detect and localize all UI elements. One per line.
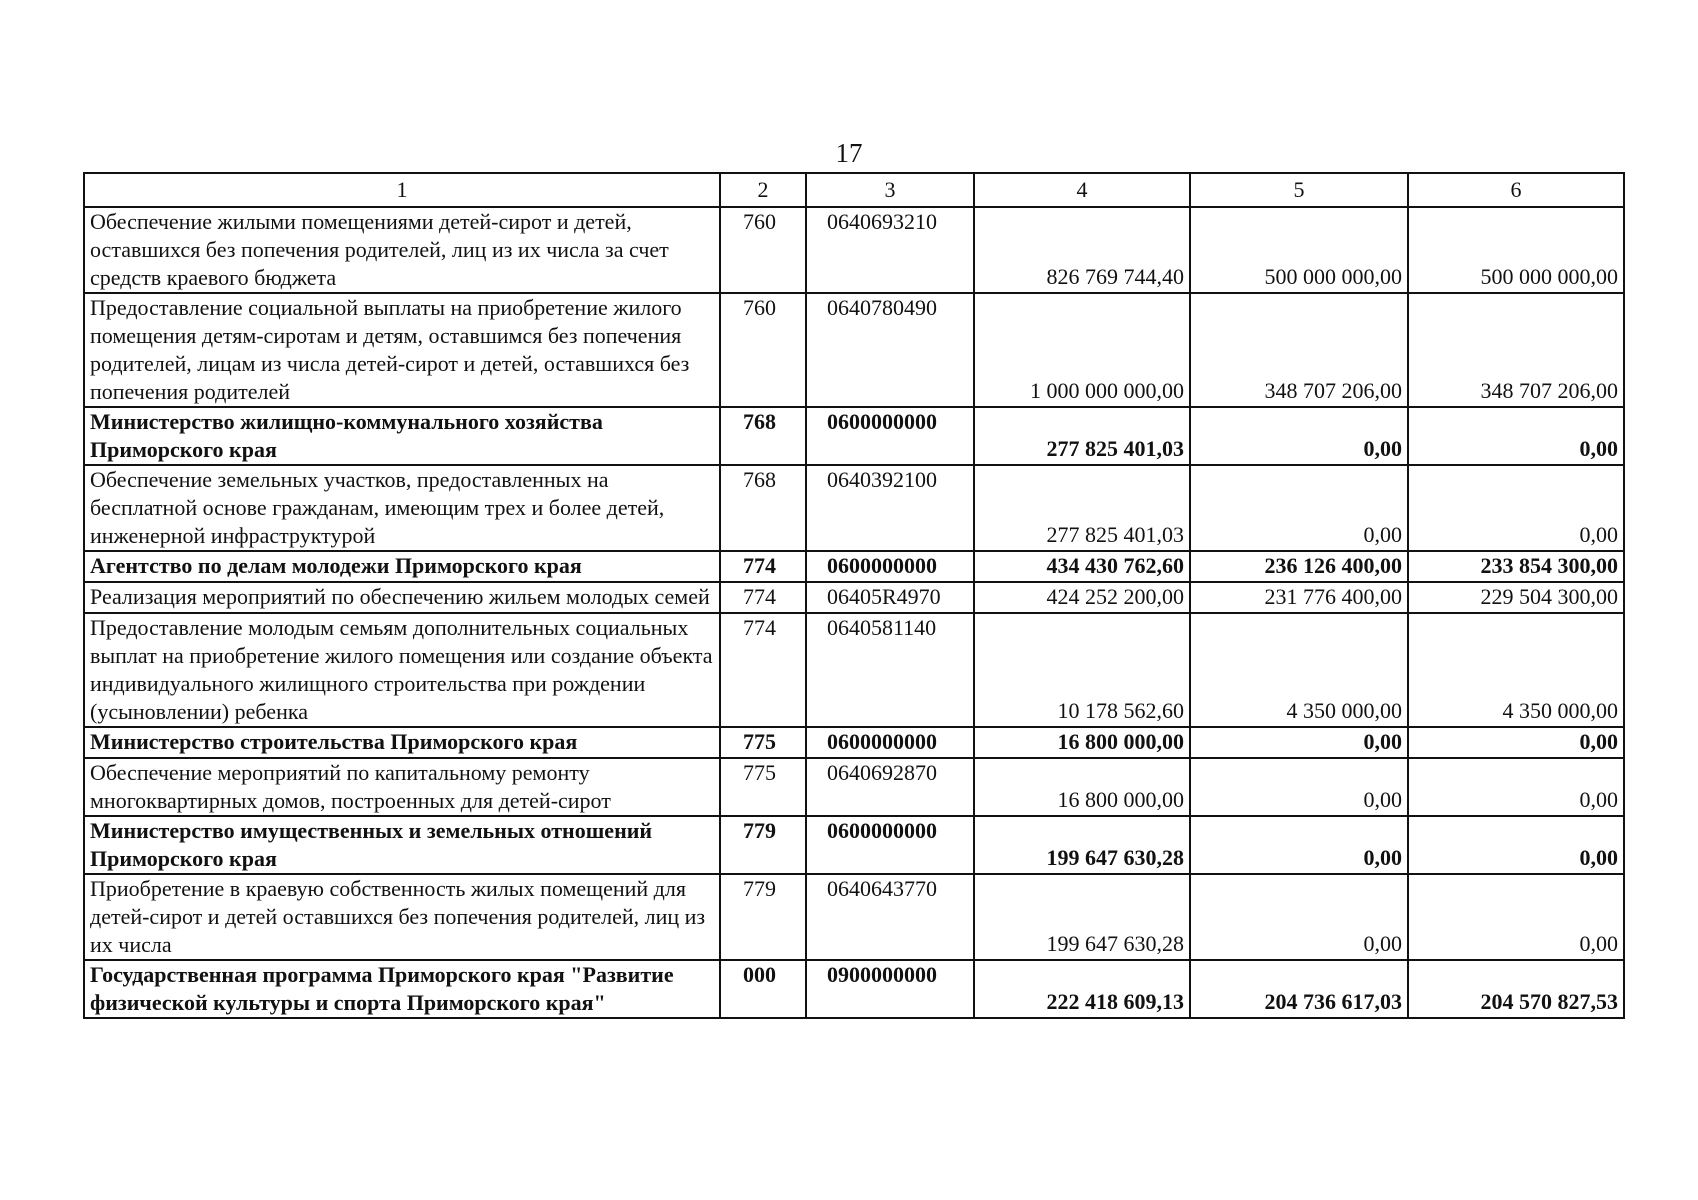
row-amount-col5-cell: 0,00 xyxy=(1190,816,1408,874)
row-amount-col5-cell: 0,00 xyxy=(1190,407,1408,465)
row-amount-col5-cell: 236 126 400,00 xyxy=(1190,551,1408,582)
table-row xyxy=(84,293,1624,407)
row-admin-code-cell: 768 xyxy=(720,407,806,465)
table-row xyxy=(84,613,1624,727)
row-amount-col6-cell: 0,00 xyxy=(1408,816,1624,874)
row-name-cell: Предоставление молодым семьям дополнительных социальных выплат на приобретение жилого помещения или создание объекта индивидуального жилищного строительства при рождении (усыновлении) ребенка xyxy=(84,613,720,727)
row-admin-code-cell: 775 xyxy=(720,727,806,758)
row-name-cell: Обеспечение мероприятий по капитальному ремонту многоквартирных домов, построенных для детей-сирот xyxy=(84,758,720,816)
row-target-article-cell: 0640693210 xyxy=(806,207,974,293)
column-header-4: 4 xyxy=(974,173,1190,207)
column-header-6: 6 xyxy=(1408,173,1624,207)
row-amount-col6-cell: 500 000 000,00 xyxy=(1408,207,1624,293)
row-admin-code-cell: 775 xyxy=(720,758,806,816)
table-row xyxy=(84,551,1624,582)
row-amount-col4-cell: 434 430 762,60 xyxy=(974,551,1190,582)
row-amount-col6-cell: 233 854 300,00 xyxy=(1408,551,1624,582)
row-amount-col6-cell: 0,00 xyxy=(1408,874,1624,960)
row-amount-col4-cell: 16 800 000,00 xyxy=(974,727,1190,758)
row-amount-col4-cell: 16 800 000,00 xyxy=(974,758,1190,816)
row-amount-col6-cell: 4 350 000,00 xyxy=(1408,613,1624,727)
row-admin-code-cell: 768 xyxy=(720,465,806,551)
row-amount-col6-cell: 229 504 300,00 xyxy=(1408,582,1624,613)
row-target-article-cell: 0640581140 xyxy=(806,613,974,727)
row-amount-col4-cell: 222 418 609,13 xyxy=(974,960,1190,1018)
table-row xyxy=(84,874,1624,960)
row-admin-code-cell: 760 xyxy=(720,207,806,293)
row-amount-col4-cell: 10 178 562,60 xyxy=(974,613,1190,727)
row-target-article-cell: 0900000000 xyxy=(806,960,974,1018)
page-number: 17 xyxy=(835,138,863,168)
row-name-cell: Обеспечение жилыми помещениями детей-сирот и детей, оставшихся без попечения родителей, лиц из их числа за счет средств краевого бюджета xyxy=(84,207,720,293)
column-number-header-row xyxy=(84,173,1624,207)
row-target-article-cell: 0600000000 xyxy=(806,816,974,874)
row-target-article-cell: 0600000000 xyxy=(806,407,974,465)
row-amount-col5-cell: 0,00 xyxy=(1190,874,1408,960)
row-amount-col4-cell: 199 647 630,28 xyxy=(974,874,1190,960)
row-name-cell: Предоставление социальной выплаты на приобретение жилого помещения детям-сиротам и детям, оставшимся без попечения родителей, лицам из числа детей-сирот и детей, оставшихся без попечения родителей xyxy=(84,293,720,407)
row-name-cell: Приобретение в краевую собственность жилых помещений для детей-сирот и детей оставшихся без попечения родителей, лиц из их числа xyxy=(84,874,720,960)
row-name-cell: Агентство по делам молодежи Приморского края xyxy=(84,551,720,582)
row-target-article-cell: 0640780490 xyxy=(806,293,974,407)
row-admin-code-cell: 779 xyxy=(720,816,806,874)
row-amount-col4-cell: 199 647 630,28 xyxy=(974,816,1190,874)
row-amount-col6-cell: 0,00 xyxy=(1408,465,1624,551)
row-admin-code-cell: 000 xyxy=(720,960,806,1018)
row-target-article-cell: 0640643770 xyxy=(806,874,974,960)
row-amount-col5-cell: 500 000 000,00 xyxy=(1190,207,1408,293)
row-target-article-cell: 0600000000 xyxy=(806,551,974,582)
row-amount-col5-cell: 4 350 000,00 xyxy=(1190,613,1408,727)
row-amount-col5-cell: 0,00 xyxy=(1190,758,1408,816)
row-amount-col4-cell: 1 000 000 000,00 xyxy=(974,293,1190,407)
row-amount-col4-cell: 277 825 401,03 xyxy=(974,465,1190,551)
table-row xyxy=(84,816,1624,874)
row-admin-code-cell: 774 xyxy=(720,582,806,613)
row-amount-col4-cell: 424 252 200,00 xyxy=(974,582,1190,613)
row-target-article-cell: 0640692870 xyxy=(806,758,974,816)
table-row xyxy=(84,207,1624,293)
row-target-article-cell: 0600000000 xyxy=(806,727,974,758)
table-row xyxy=(84,960,1624,1018)
row-name-cell: Министерство строительства Приморского края xyxy=(84,727,720,758)
row-admin-code-cell: 774 xyxy=(720,551,806,582)
column-header-5: 5 xyxy=(1190,173,1408,207)
row-amount-col4-cell: 826 769 744,40 xyxy=(974,207,1190,293)
table-row xyxy=(84,582,1624,613)
row-amount-col6-cell: 0,00 xyxy=(1408,758,1624,816)
table-row xyxy=(84,727,1624,758)
row-amount-col6-cell: 204 570 827,53 xyxy=(1408,960,1624,1018)
table-row xyxy=(84,407,1624,465)
row-name-cell: Обеспечение земельных участков, предоставленных на бесплатной основе гражданам, имеющим трех и более детей, инженерной инфраструктурой xyxy=(84,465,720,551)
row-amount-col5-cell: 0,00 xyxy=(1190,727,1408,758)
row-admin-code-cell: 779 xyxy=(720,874,806,960)
row-admin-code-cell: 774 xyxy=(720,613,806,727)
column-header-1: 1 xyxy=(84,173,720,207)
table-row xyxy=(84,465,1624,551)
row-amount-col6-cell: 0,00 xyxy=(1408,727,1624,758)
row-amount-col5-cell: 0,00 xyxy=(1190,465,1408,551)
row-target-article-cell: 0640392100 xyxy=(806,465,974,551)
row-name-cell: Реализация мероприятий по обеспечению жильем молодых семей xyxy=(84,582,720,613)
row-name-cell: Министерство имущественных и земельных отношений Приморского края xyxy=(84,816,720,874)
row-amount-col5-cell: 204 736 617,03 xyxy=(1190,960,1408,1018)
row-admin-code-cell: 760 xyxy=(720,293,806,407)
column-header-3: 3 xyxy=(806,173,974,207)
row-target-article-cell: 06405R4970 xyxy=(806,582,974,613)
row-amount-col6-cell: 0,00 xyxy=(1408,407,1624,465)
row-amount-col6-cell: 348 707 206,00 xyxy=(1408,293,1624,407)
column-header-2: 2 xyxy=(720,173,806,207)
row-amount-col5-cell: 231 776 400,00 xyxy=(1190,582,1408,613)
row-amount-col5-cell: 348 707 206,00 xyxy=(1190,293,1408,407)
budget-table-body xyxy=(84,173,1624,1018)
budget-table xyxy=(83,172,1625,1019)
table-row xyxy=(84,758,1624,816)
row-name-cell: Министерство жилищно-коммунального хозяйства Приморского края xyxy=(84,407,720,465)
row-amount-col4-cell: 277 825 401,03 xyxy=(974,407,1190,465)
row-name-cell: Государственная программа Приморского края "Развитие физической культуры и спорта Приморского края" xyxy=(84,960,720,1018)
